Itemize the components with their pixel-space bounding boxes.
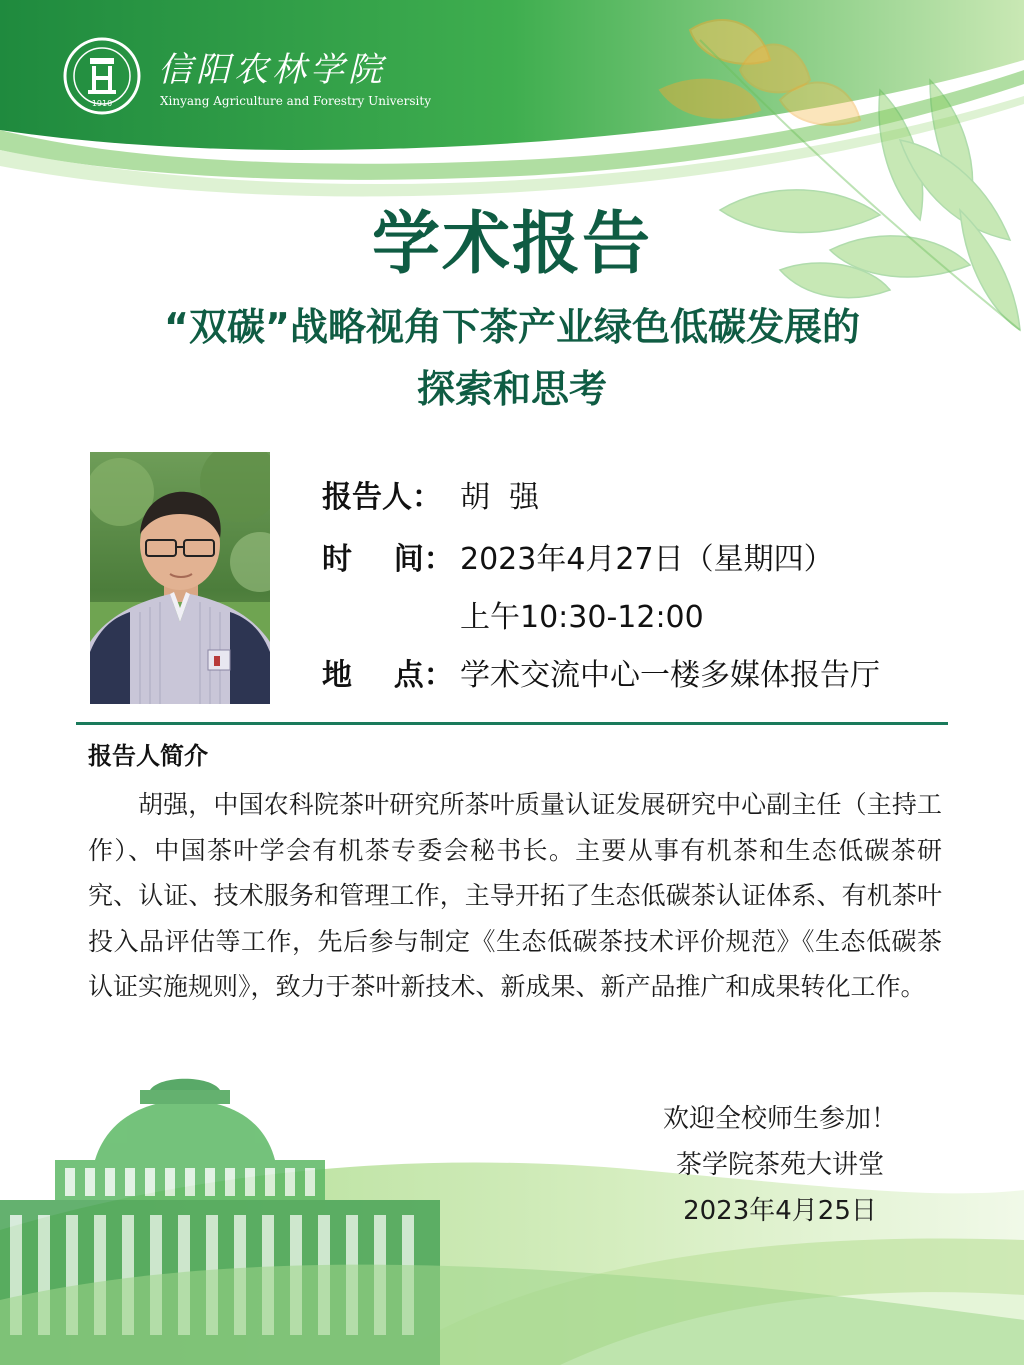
university-seal-icon bbox=[62, 36, 142, 116]
host-name: 茶学院茶苑大讲堂 bbox=[675, 1150, 884, 1180]
university-name-en: Xinyang Agriculture and Forestry University bbox=[160, 94, 431, 108]
divider bbox=[76, 722, 948, 725]
lecture-date: 2023年4月27日（星期四） bbox=[460, 542, 834, 577]
speaker-bio: 胡强，中国农科院茶叶研究所茶叶质量认证发展研究中心副主任（主持工作）、中国茶叶学会有机茶专委会秘书长。主要从事有机茶和生态低碳茶研究、认证、技术服务和管理工作，主导开拓了生态低碳茶认证体系、有机茶叶投入品评估等工作，先后参与制定《生态低碳茶技术评价规范》《生态低碳茶认证实施规则》，致力于茶叶新技术、新成果、新产品推广和成果转化工作。 bbox=[88, 790, 942, 1002]
issue-date: 2023年4月25日 bbox=[683, 1196, 877, 1226]
place-label: 地 点： bbox=[322, 658, 454, 693]
time-label: 时 间： bbox=[322, 542, 454, 577]
svg-text:1910: 1910 bbox=[91, 99, 113, 108]
lecture-title-line-2: 探索和思考 bbox=[416, 367, 607, 411]
lecture-title-line-1: “双碳”战略视角下茶产业绿色低碳发展的 bbox=[164, 305, 860, 349]
speaker-name: 胡 强 bbox=[460, 480, 540, 515]
speaker-photo bbox=[90, 452, 270, 704]
speaker-label: 报告人： bbox=[322, 480, 442, 515]
lecture-place: 学术交流中心一楼多媒体报告厅 bbox=[460, 658, 880, 693]
lecture-title bbox=[90, 296, 934, 420]
page-title: 学术报告 bbox=[371, 205, 652, 284]
welcome-text: 欢迎全校师生参加！ bbox=[662, 1104, 897, 1134]
university-name-cn: 信阳农林学院 bbox=[158, 50, 386, 90]
bio-heading: 报告人简介 bbox=[88, 742, 208, 770]
footer bbox=[630, 1096, 930, 1234]
lecture-time: 上午10:30-12:00 bbox=[460, 600, 704, 635]
university-logo bbox=[62, 36, 431, 116]
